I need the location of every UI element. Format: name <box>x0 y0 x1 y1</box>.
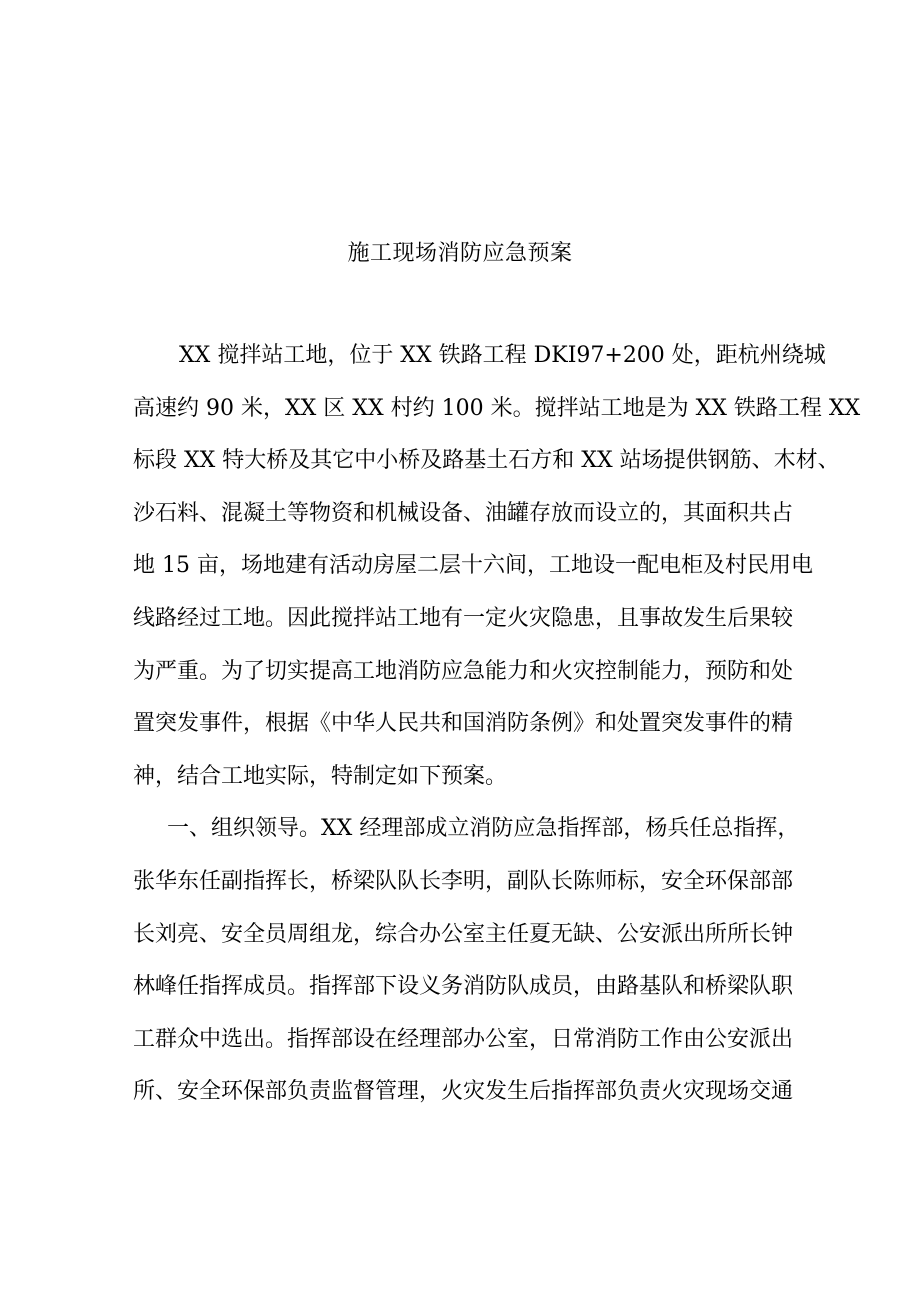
paragraph-line: 为严重。为了切实提高工地消防应急能力和火灾控制能力，预防和处 <box>133 658 794 684</box>
paragraph-line: 地 15 亩，场地建有活动房屋二层十六间，工地设一配电柜及村民用电 <box>133 553 813 579</box>
paragraph-line: 工群众中选出。指挥部设在经理部办公室，日常消防工作由公安派出 <box>133 1026 794 1052</box>
paragraph-line: 所、安全环保部负责监督管理，火灾发生后指挥部负责火灾现场交通 <box>133 1079 794 1105</box>
document-body <box>133 340 861 1129</box>
paragraph-line: 一、组织领导。XX 经理部成立消防应急指挥部，杨兵任总指挥， <box>167 816 800 842</box>
paragraph-line: 张华东任副指挥长，桥梁队队长李明，副队长陈师标，安全环保部部 <box>133 868 794 894</box>
paragraph-line: 线路经过工地。因此搅拌站工地有一定火灾隐患，且事故发生后果较 <box>133 605 794 631</box>
paragraph-line: 标段 XX 特大桥及其它中小桥及路基土石方和 XX 站场提供钢筋、木材、 <box>133 448 840 474</box>
paragraph-line: 沙石料、混凝土等物资和机械设备、油罐存放而设立的，其面积共占 <box>133 500 794 526</box>
paragraph-line: 林峰任指挥成员。指挥部下设义务消防队成员，由路基队和桥梁队职 <box>133 974 794 1000</box>
paragraph-line: 高速约 90 米，XX 区 XX 村约 100 米。搅拌站工地是为 XX 铁路工程 XX <box>133 395 861 421</box>
page-title: 施工现场消防应急预案 <box>347 241 573 266</box>
paragraph-line: 长刘亮、安全员周组龙，综合办公室主任夏无缺、公安派出所所长钟 <box>133 921 794 947</box>
paragraph-line: XX 搅拌站工地，位于 XX 铁路工程 DKI97+200 处，距杭州绕城 <box>179 343 826 368</box>
paragraph-line: 置突发事件，根据《中华人民共和国消防条例》和处置突发事件的精 <box>133 711 794 737</box>
paragraph-line: 神，结合工地实际，特制定如下预案。 <box>133 763 508 789</box>
